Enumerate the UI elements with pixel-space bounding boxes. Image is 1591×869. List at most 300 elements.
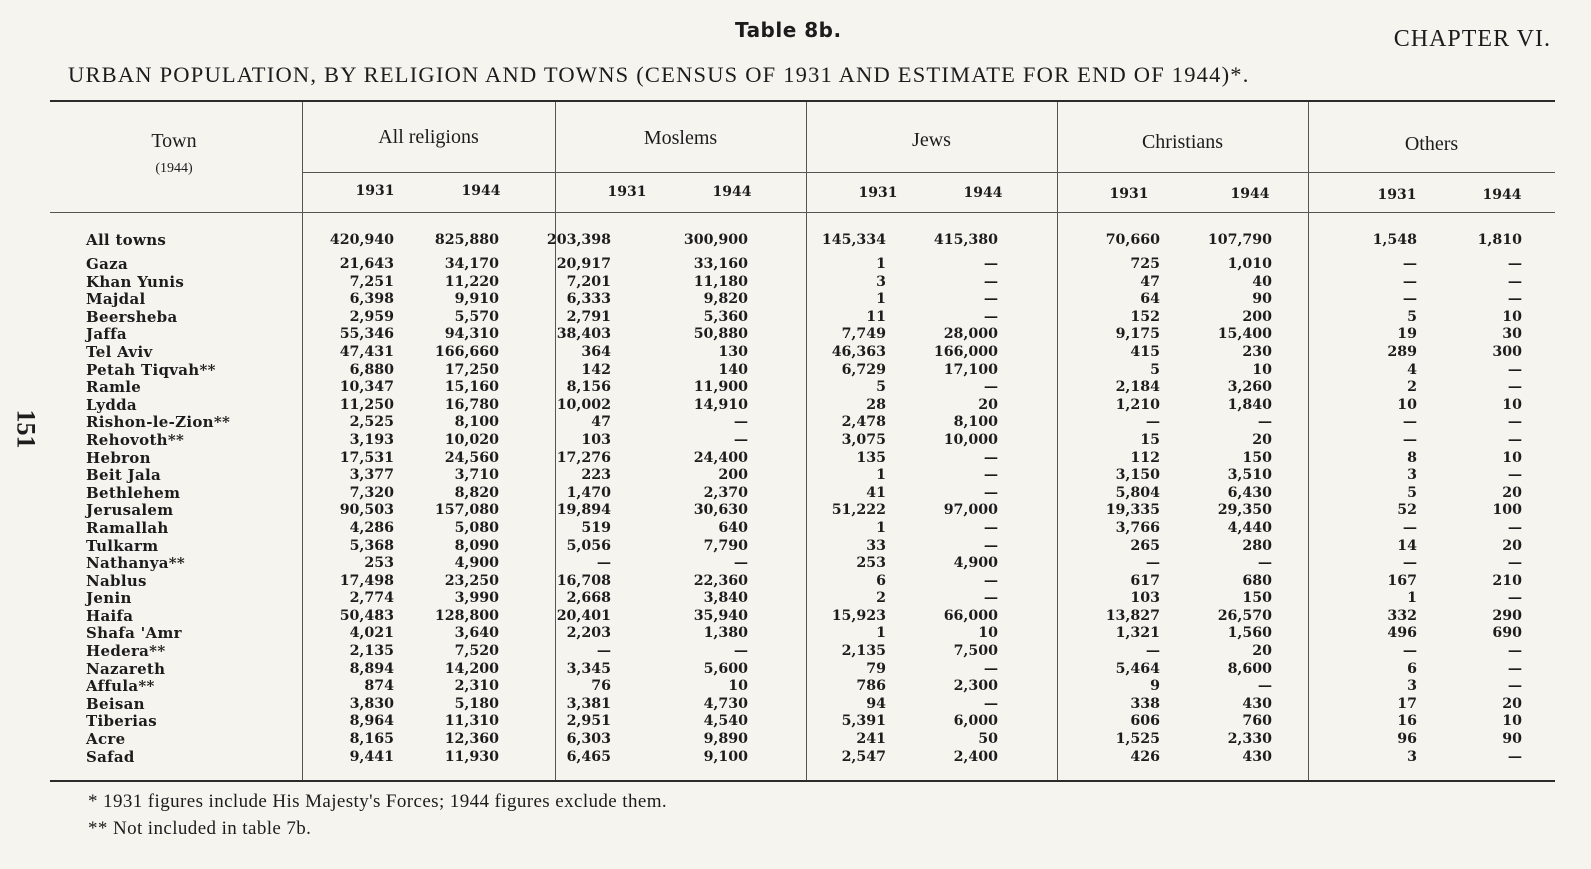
table-cell: 12,360: [444, 731, 499, 748]
table-cell: 30,630: [693, 502, 748, 519]
table-cell: —: [1507, 256, 1522, 272]
table-cell: 10: [1252, 361, 1272, 378]
table-row: [82, 749, 1522, 767]
table-cell: 5,080: [454, 519, 499, 536]
table-cell: 4,440: [1227, 519, 1272, 536]
table-cell: 203,398: [546, 232, 611, 249]
table-cell: 6,303: [566, 731, 611, 748]
table-cell: —: [1507, 748, 1522, 765]
table-cell: 10: [728, 678, 748, 695]
table-cell: 79: [866, 660, 886, 677]
table-cell: 76: [591, 678, 611, 695]
table-cell: 10,347: [339, 379, 394, 396]
table-cell: 5: [1150, 361, 1160, 378]
town-name: Khan Yunis: [86, 272, 185, 291]
town-name: Gaza: [86, 255, 128, 273]
page-number: 151: [11, 409, 41, 449]
table-cell: 16: [1397, 713, 1417, 730]
table-row: [82, 713, 1522, 731]
town-name: Safad: [86, 747, 135, 766]
table-row: [82, 379, 1522, 397]
table-cell: 1,840: [1227, 396, 1272, 413]
table-cell: 3,381: [566, 695, 611, 712]
table-cell: —: [1507, 660, 1522, 677]
table-cell: 166,660: [434, 343, 499, 360]
group-header-christians: Christians: [1141, 131, 1224, 153]
table-cell: 300,900: [683, 232, 748, 249]
table-cell: 2,135: [841, 643, 886, 660]
table-cell: 2,951: [566, 713, 611, 730]
table-cell: 97,000: [943, 502, 998, 519]
table-cell: 430: [1242, 695, 1272, 712]
table-row: [82, 326, 1522, 344]
table-cell: —: [983, 273, 998, 290]
table-cell: 52: [1397, 502, 1417, 519]
table-cell: 14,910: [693, 396, 748, 413]
table-cell: 17,276: [556, 449, 611, 466]
table-cell: 130: [718, 343, 748, 360]
table-row: [82, 450, 1522, 468]
table-cell: 3,260: [1227, 379, 1272, 396]
footnote: ** Not included in table 7b.: [88, 818, 312, 839]
table-cell: 3,510: [1227, 467, 1272, 484]
table-cell: —: [1507, 379, 1522, 396]
table-cell: 1: [876, 519, 886, 536]
table-cell: 90,503: [339, 502, 394, 519]
table-row: [82, 573, 1522, 591]
table-cell: —: [1402, 643, 1417, 660]
table-cell: 13,827: [1105, 607, 1160, 624]
table-cell: 66,000: [943, 607, 998, 624]
table-cell: 8,600: [1227, 660, 1272, 677]
table-cell: 9,175: [1115, 326, 1160, 343]
table-cell: —: [1507, 555, 1522, 572]
town-name: Nathanya**: [86, 554, 186, 573]
footnotes: [88, 788, 667, 842]
table-cell: 5: [1407, 308, 1417, 325]
table-cell: 50: [978, 731, 998, 748]
header-rule: [50, 212, 1555, 213]
table-cell: 20: [978, 396, 998, 413]
table-row: [82, 538, 1522, 556]
table-cell: 7,320: [349, 484, 394, 501]
year-header-1944: 1944: [461, 183, 501, 199]
table-cell: 15,923: [831, 607, 886, 624]
table-cell: 17,250: [444, 361, 499, 378]
table-cell: —: [983, 660, 998, 677]
table-cell: 41: [866, 484, 886, 501]
table-cell: 3: [1407, 678, 1417, 695]
population-table: [82, 226, 1522, 766]
table-cell: 6: [876, 572, 886, 589]
table-cell: 100: [1492, 502, 1522, 519]
table-cell: 17: [1397, 695, 1417, 712]
table-cell: 2,184: [1115, 379, 1160, 396]
table-cell: —: [983, 590, 998, 607]
town-name: Petah Tiqvah**: [86, 360, 216, 379]
table-row: [82, 467, 1522, 485]
table-cell: 3: [1407, 467, 1417, 484]
table-cell: 6,430: [1227, 484, 1272, 501]
table-cell: 47: [1140, 273, 1160, 290]
table-row: [82, 661, 1522, 679]
table-cell: —: [983, 519, 998, 536]
table-cell: 290: [1492, 607, 1522, 624]
table-cell: 15,400: [1217, 326, 1272, 343]
table-row: [82, 397, 1522, 415]
town-name: Beisan: [86, 694, 145, 713]
table-cell: 200: [718, 467, 748, 484]
year-subrule: [302, 172, 1555, 173]
town-column-year: (1944): [155, 161, 193, 176]
table-cell: 11,310: [444, 713, 499, 730]
table-cell: 9,100: [703, 748, 748, 765]
table-row: [82, 678, 1522, 696]
table-cell: 2,400: [953, 748, 998, 765]
table-cell: 253: [364, 555, 394, 572]
table-cell: 10,020: [444, 431, 499, 448]
table-cell: —: [983, 449, 998, 466]
table-cell: —: [983, 308, 998, 325]
table-cell: 230: [1242, 343, 1272, 360]
table-cell: 200: [1242, 308, 1272, 325]
table-cell: —: [983, 537, 998, 554]
table-cell: 300: [1492, 343, 1522, 360]
table-cell: 8,090: [454, 537, 499, 554]
table-cell: —: [983, 695, 998, 712]
table-row: [82, 309, 1522, 327]
table-cell: 725: [1130, 256, 1160, 272]
table-cell: 265: [1130, 537, 1160, 554]
table-cell: 17,100: [943, 361, 998, 378]
table-row: [82, 643, 1522, 661]
table-cell: 332: [1387, 607, 1417, 624]
town-name: Beit Jala: [86, 466, 162, 485]
table-cell: 1,548: [1372, 232, 1417, 249]
table-cell: 47,431: [339, 343, 394, 360]
table-cell: 874: [364, 678, 394, 695]
town-name: Rishon-le-Zion**: [86, 413, 231, 432]
table-cell: 70,660: [1105, 232, 1160, 249]
table-cell: 16,780: [444, 396, 499, 413]
town-column-header: Town: [151, 130, 197, 152]
table-row: [82, 432, 1522, 450]
table-cell: —: [1257, 555, 1272, 572]
town-name: Jaffa: [86, 325, 127, 344]
year-header-1944: 1944: [963, 185, 1003, 201]
table-cell: 20,401: [556, 607, 611, 624]
table-cell: 4,021: [349, 625, 394, 642]
table-cell: 3,710: [454, 467, 499, 484]
table-cell: 7,201: [566, 273, 611, 290]
table-cell: 10: [978, 625, 998, 642]
table-cell: —: [1507, 590, 1522, 607]
table-cell: 10,002: [556, 396, 611, 413]
table-cell: 4,900: [953, 555, 998, 572]
year-header-1944: 1944: [1230, 186, 1270, 202]
table-cell: —: [1507, 467, 1522, 484]
table-cell: 496: [1387, 625, 1417, 642]
table-cell: —: [733, 643, 748, 660]
table-row: [82, 226, 1522, 256]
table-cell: 4,730: [703, 695, 748, 712]
table-cell: 2,959: [349, 308, 394, 325]
table-cell: 3,840: [703, 590, 748, 607]
table-cell: 24,560: [444, 449, 499, 466]
table-cell: 519: [581, 519, 611, 536]
table-cell: —: [983, 379, 998, 396]
table-cell: 6,729: [841, 361, 886, 378]
town-name: Beersheba: [86, 307, 178, 326]
table-cell: 8: [1407, 449, 1417, 466]
table-cell: 5: [1407, 484, 1417, 501]
table-cell: 29,350: [1217, 502, 1272, 519]
table-cell: 96: [1397, 731, 1417, 748]
table-cell: 5: [876, 379, 886, 396]
table-cell: 33: [866, 537, 886, 554]
table-cell: 166,000: [933, 343, 998, 360]
table-cell: 4,286: [349, 519, 394, 536]
table-cell: 35,940: [693, 607, 748, 624]
table-row: [82, 291, 1522, 309]
table-cell: 6: [1407, 660, 1417, 677]
table-cell: 8,100: [454, 414, 499, 431]
table-cell: 11,250: [339, 396, 394, 413]
table-cell: 51,222: [831, 502, 886, 519]
table-cell: —: [1402, 431, 1417, 448]
table-cell: 10: [1502, 713, 1522, 730]
table-cell: 19,335: [1105, 502, 1160, 519]
table-row: [82, 696, 1522, 714]
table-cell: 280: [1242, 537, 1272, 554]
table-cell: 1: [876, 625, 886, 642]
table-cell: 7,251: [349, 273, 394, 290]
table-cell: 5,391: [841, 713, 886, 730]
table-row: [82, 362, 1522, 380]
top-rule: [50, 100, 1555, 102]
table-cell: 15: [1140, 431, 1160, 448]
table-cell: 430: [1242, 748, 1272, 765]
table-cell: 11,900: [693, 379, 748, 396]
table-cell: 34,170: [444, 256, 499, 272]
table-cell: 2,547: [841, 748, 886, 765]
table-cell: 157,080: [434, 502, 499, 519]
table-cell: 21,643: [339, 256, 394, 272]
table-cell: 6,880: [349, 361, 394, 378]
table-cell: 20: [1502, 695, 1522, 712]
table-cell: 9,890: [703, 731, 748, 748]
table-cell: 1,380: [703, 625, 748, 642]
table-cell: 241: [856, 731, 886, 748]
table-cell: 10,000: [943, 431, 998, 448]
table-cell: 415: [1130, 343, 1160, 360]
town-name: Ramallah: [86, 518, 169, 537]
table-cell: —: [1402, 519, 1417, 536]
table-cell: 23,250: [444, 572, 499, 589]
table-cell: —: [983, 467, 998, 484]
table-cell: —: [1145, 555, 1160, 572]
town-name: Jenin: [86, 589, 132, 608]
table-cell: 135: [856, 449, 886, 466]
table-cell: 94,310: [444, 326, 499, 343]
table-cell: 2,310: [454, 678, 499, 695]
table-cell: 5,600: [703, 660, 748, 677]
table-cell: —: [733, 414, 748, 431]
table-cell: 3,150: [1115, 467, 1160, 484]
table-title: URBAN POPULATION, BY RELIGION AND TOWNS (CENSUS OF 1931 AND ESTIMATE FOR END OF 1944)*.: [68, 62, 1250, 87]
table-cell: 55,346: [339, 326, 394, 343]
table-cell: 2,478: [841, 414, 886, 431]
table-cell: 14,200: [444, 660, 499, 677]
year-header-1931: 1931: [1377, 187, 1417, 203]
table-cell: 2,135: [349, 643, 394, 660]
table-cell: 11,180: [693, 273, 748, 290]
table-row: [82, 485, 1522, 503]
town-name: Nazareth: [86, 659, 166, 678]
table-cell: 10: [1502, 449, 1522, 466]
table-cell: 5,570: [454, 308, 499, 325]
table-cell: —: [596, 643, 611, 660]
table-cell: 28,000: [943, 326, 998, 343]
table-cell: 9,910: [454, 291, 499, 308]
table-cell: 11,220: [444, 273, 499, 290]
table-cell: 1: [876, 467, 886, 484]
table-cell: 150: [1242, 449, 1272, 466]
table-cell: —: [733, 555, 748, 572]
table-cell: —: [1402, 291, 1417, 308]
table-cell: 50,483: [339, 607, 394, 624]
year-header-1944: 1944: [1482, 187, 1522, 203]
table-row: [82, 274, 1522, 292]
chapter-label: CHAPTER VI.: [1393, 26, 1551, 52]
table-cell: 19,894: [556, 502, 611, 519]
year-header-1944: 1944: [712, 184, 752, 200]
town-name: Ramle: [86, 378, 142, 397]
table-cell: 20: [1502, 537, 1522, 554]
table-row: [82, 344, 1522, 362]
table-cell: 17,498: [339, 572, 394, 589]
table-cell: 150: [1242, 590, 1272, 607]
table-cell: 5,056: [566, 537, 611, 554]
table-cell: 8,964: [349, 713, 394, 730]
town-name: Bethlehem: [86, 483, 181, 502]
table-cell: 210: [1492, 572, 1522, 589]
year-header-1931: 1931: [355, 183, 395, 199]
table-cell: 1,810: [1477, 232, 1522, 249]
town-name: All towns: [86, 231, 167, 250]
table-cell: 2,300: [953, 678, 998, 695]
table-cell: 8,820: [454, 484, 499, 501]
table-cell: 6,333: [566, 291, 611, 308]
table-cell: 145,334: [821, 232, 886, 249]
table-cell: 617: [1130, 572, 1160, 589]
table-cell: 7,500: [953, 643, 998, 660]
table-cell: 6,398: [349, 291, 394, 308]
table-cell: 14: [1397, 537, 1417, 554]
town-name: Hebron: [86, 448, 151, 467]
table-cell: 103: [581, 431, 611, 448]
town-name: Shafa 'Amr: [86, 624, 182, 643]
table-cell: 140: [718, 361, 748, 378]
table-cell: 10: [1502, 308, 1522, 325]
table-cell: 7,790: [703, 537, 748, 554]
table-row: [82, 608, 1522, 626]
table-cell: 107,790: [1207, 232, 1272, 249]
table-cell: 28: [866, 396, 886, 413]
table-cell: —: [1402, 273, 1417, 290]
table-cell: 1,525: [1115, 731, 1160, 748]
table-cell: 364: [581, 343, 611, 360]
table-cell: 38,403: [556, 326, 611, 343]
year-header-1931: 1931: [607, 184, 647, 200]
table-cell: 24,400: [693, 449, 748, 466]
table-cell: 680: [1242, 572, 1272, 589]
town-name: Affula**: [86, 677, 155, 696]
table-cell: 33,160: [693, 256, 748, 272]
table-cell: 2,525: [349, 414, 394, 431]
table-row: [82, 625, 1522, 643]
table-cell: 94: [866, 695, 886, 712]
table-row: [82, 502, 1522, 520]
table-cell: —: [596, 555, 611, 572]
table-cell: —: [1507, 519, 1522, 536]
table-cell: 3,640: [454, 625, 499, 642]
table-cell: 1: [876, 291, 886, 308]
table-cell: 1,210: [1115, 396, 1160, 413]
town-name: Majdal: [86, 290, 146, 309]
table-cell: 11,930: [444, 748, 499, 765]
table-cell: 3,990: [454, 590, 499, 607]
table-row: [82, 256, 1522, 274]
table-cell: 10: [1397, 396, 1417, 413]
table-cell: 20: [1502, 484, 1522, 501]
table-cell: 2,668: [566, 590, 611, 607]
group-header-all-religions: All religions: [378, 126, 479, 148]
table-cell: 9,441: [349, 748, 394, 765]
table-cell: 690: [1492, 625, 1522, 642]
table-cell: 19: [1397, 326, 1417, 343]
table-cell: 4,540: [703, 713, 748, 730]
table-cell: 7,749: [841, 326, 886, 343]
footnote: * 1931 figures include His Majesty's Forces; 1944 figures exclude them.: [88, 791, 668, 812]
table-cell: 8,156: [566, 379, 611, 396]
table-cell: 46,363: [831, 343, 886, 360]
table-cell: 420,940: [329, 232, 394, 249]
table-cell: —: [1257, 678, 1272, 695]
table-cell: 3,766: [1115, 519, 1160, 536]
table-cell: —: [1402, 256, 1417, 272]
table-cell: —: [983, 484, 998, 501]
table-cell: 2,774: [349, 590, 394, 607]
year-header-1931: 1931: [858, 185, 898, 201]
table-row: [82, 555, 1522, 573]
table-cell: —: [1145, 643, 1160, 660]
table-cell: —: [983, 291, 998, 308]
table-cell: —: [1257, 414, 1272, 431]
table-cell: 103: [1130, 590, 1160, 607]
table-cell: 3: [876, 273, 886, 290]
table-cell: 223: [581, 467, 611, 484]
table-cell: 9,820: [703, 291, 748, 308]
table-cell: 3,830: [349, 695, 394, 712]
table-cell: 253: [856, 555, 886, 572]
table-cell: 40: [1252, 273, 1272, 290]
table-cell: 5,368: [349, 537, 394, 554]
table-cell: 30: [1502, 326, 1522, 343]
table-cell: 2: [876, 590, 886, 607]
table-cell: 825,880: [434, 232, 499, 249]
table-cell: 3,193: [349, 431, 394, 448]
